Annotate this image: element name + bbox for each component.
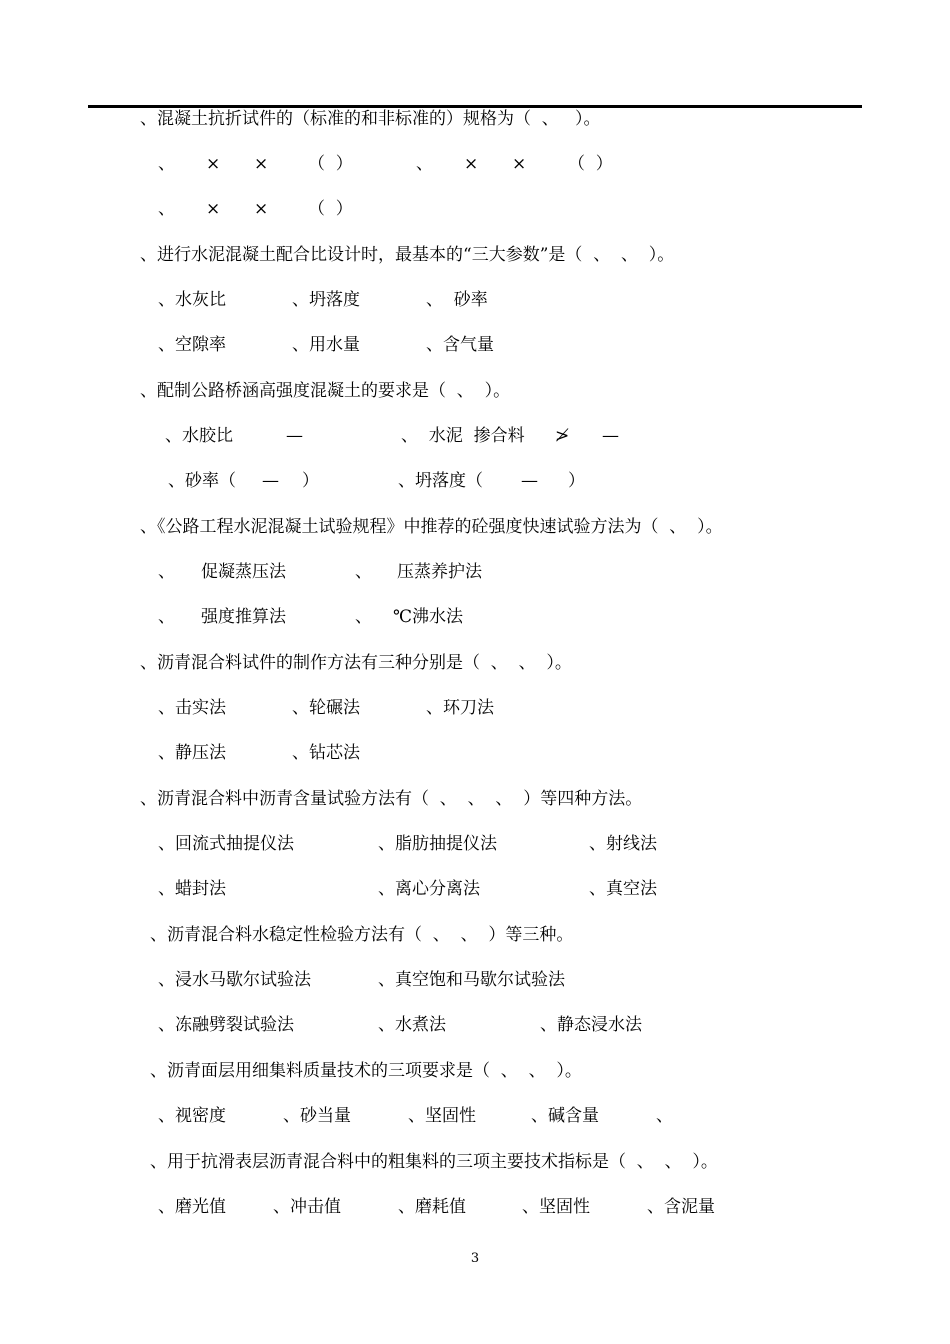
option-text: 、含泥量 — [647, 1197, 715, 1217]
option-text: 、 — [158, 199, 175, 219]
option-text: 、脂肪抽提仪法 — [378, 834, 497, 854]
option-text: 、坍落度（ — [398, 471, 483, 491]
question-stem: 、《公路工程水泥混凝土试验规程》中推荐的砼强度快速试验方法为（ 、 ）。 — [140, 517, 723, 537]
option-text: 、冻融劈裂试验法 — [158, 1015, 294, 1035]
option-text: 、钻芯法 — [292, 743, 360, 763]
option-text: 、 水泥 掺合料 — [401, 426, 525, 446]
page-number: 3 — [470, 1251, 480, 1266]
option-text: × — [254, 154, 269, 174]
option-text: 、坍落度 — [292, 290, 360, 310]
option-text: 、坚固性 — [408, 1106, 476, 1126]
option-text: 、击实法 — [158, 698, 226, 718]
option-text: 、坚固性 — [522, 1197, 590, 1217]
option-text: （ ） — [308, 199, 353, 219]
option-text: 、碱含量 — [531, 1106, 599, 1126]
option-text: （ ） — [568, 154, 613, 174]
option-text: — — [262, 471, 279, 491]
option-text: × — [512, 154, 527, 174]
option-text: 、环刀法 — [426, 698, 494, 718]
option-text: 、离心分离法 — [378, 879, 480, 899]
option-text: 、 — [355, 607, 372, 627]
option-text: — — [286, 426, 303, 446]
option-text: 、磨耗值 — [398, 1197, 466, 1217]
option-text: 、回流式抽提仪法 — [158, 834, 294, 854]
option-text: 、 砂率 — [426, 290, 488, 310]
option-text: 、视密度 — [158, 1106, 226, 1126]
header-rule — [88, 105, 862, 108]
question-stem: 、沥青面层用细集料质量技术的三项要求是（ 、 、 ）。 — [150, 1061, 582, 1081]
option-text: 、真空法 — [589, 879, 657, 899]
option-text: × — [206, 199, 221, 219]
option-text: 、 — [158, 154, 175, 174]
option-text: 、磨光值 — [158, 1197, 226, 1217]
option-text: 、含气量 — [426, 335, 494, 355]
option-text: 、水煮法 — [378, 1015, 446, 1035]
question-stem: 、进行水泥混凝土配合比设计时，最基本的“三大参数”是（ 、 、 ）。 — [140, 245, 675, 265]
option-text: 、浸水马歇尔试验法 — [158, 970, 311, 990]
option-text: — — [521, 471, 538, 491]
option-text: ） — [302, 471, 319, 491]
option-text: 、 — [158, 607, 175, 627]
option-text: 、轮碾法 — [292, 698, 360, 718]
question-stem: 、沥青混合料中沥青含量试验方法有（ 、 、 、 ）等四种方法。 — [140, 789, 643, 809]
option-text: 、用水量 — [292, 335, 360, 355]
option-text: 、静压法 — [158, 743, 226, 763]
option-text: 、 — [355, 562, 372, 582]
option-text: — — [602, 426, 619, 446]
question-stem: 、沥青混合料水稳定性检验方法有（ 、 、 ）等三种。 — [150, 925, 574, 945]
option-text: ） — [568, 471, 585, 491]
option-text: 、蜡封法 — [158, 879, 226, 899]
option-text: 、水灰比 — [158, 290, 226, 310]
option-text: 、静态浸水法 — [540, 1015, 642, 1035]
option-text: 、冲击值 — [273, 1197, 341, 1217]
question-stem: 、混凝土抗折试件的（标准的和非标准的）规格为（ 、 ）。 — [140, 109, 601, 129]
option-text: × — [206, 154, 221, 174]
option-text: 、射线法 — [589, 834, 657, 854]
option-text: ≯ — [555, 426, 570, 446]
option-text: × — [254, 199, 269, 219]
question-stem: 、配制公路桥涵高强度混凝土的要求是（ 、 ）。 — [140, 381, 511, 401]
option-text: 、真空饱和马歇尔试验法 — [378, 970, 565, 990]
option-text: 、 — [656, 1106, 673, 1126]
option-text: 、水胶比 — [165, 426, 233, 446]
option-text: 、砂率（ — [168, 471, 236, 491]
option-text: 、砂当量 — [283, 1106, 351, 1126]
option-text: 促凝蒸压法 — [201, 562, 286, 582]
question-stem: 、用于抗滑表层沥青混合料中的粗集料的三项主要技术指标是（ 、 、 ）。 — [150, 1152, 718, 1172]
option-text: 、 — [416, 154, 433, 174]
question-stem: 、沥青混合料试件的制作方法有三种分别是（ 、 、 ）。 — [140, 653, 572, 673]
option-text: 、空隙率 — [158, 335, 226, 355]
option-text: 强度推算法 — [201, 607, 286, 627]
option-text: 压蒸养护法 — [397, 562, 482, 582]
option-text: （ ） — [308, 154, 353, 174]
option-text: × — [464, 154, 479, 174]
option-text: ℃沸水法 — [393, 607, 464, 627]
option-text: 、 — [158, 562, 175, 582]
